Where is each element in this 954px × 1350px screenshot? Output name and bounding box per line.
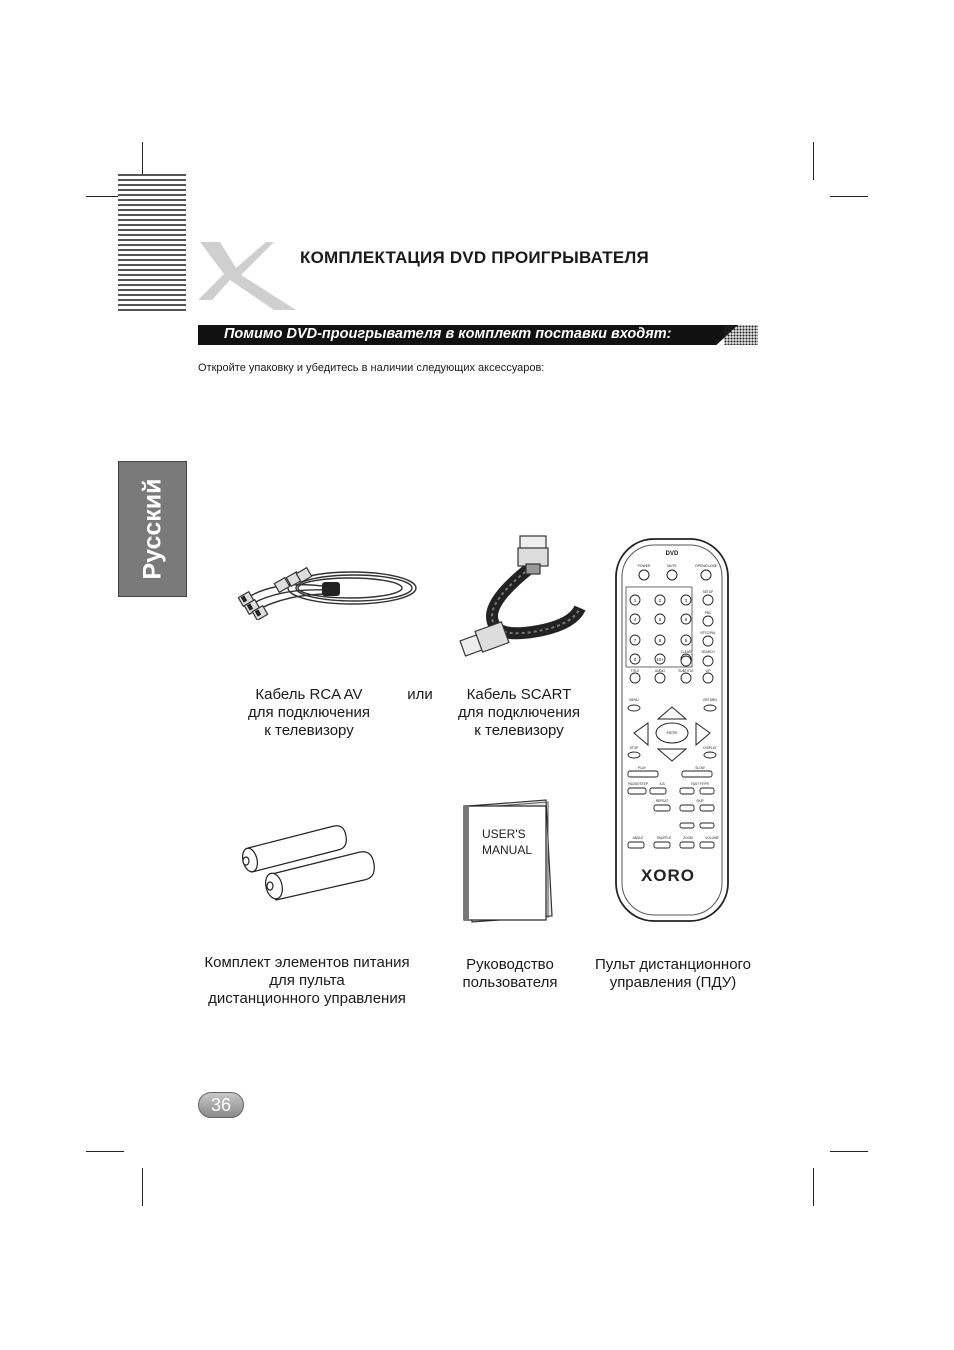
caption-line: Кабель RCA AV <box>255 686 363 703</box>
scart-cable-illustration <box>452 528 592 668</box>
caption-line: Кабель SCART <box>466 686 572 703</box>
remote-angle-label: ANGLE <box>632 836 644 840</box>
remote-return-label: RETURN <box>703 698 717 702</box>
remote-fast-label: FAST FF/FR <box>691 782 709 786</box>
remote-ntsc-pal-label: NTSC/PAL <box>700 631 716 635</box>
rca-cable-caption <box>232 686 386 740</box>
batteries-caption <box>192 954 422 1008</box>
page-title: КОМПЛЕКТАЦИЯ DVD ПРОИГРЫВАТЕЛЯ <box>300 248 649 267</box>
svg-text:1: 1 <box>633 598 637 603</box>
crop-mark <box>813 1168 814 1206</box>
remote-slow-label: SLOW <box>695 766 705 770</box>
svg-text:7: 7 <box>633 638 637 643</box>
remote-display-label: DISPLAY <box>703 746 717 750</box>
crop-mark <box>813 142 814 180</box>
rca-cable-illustration <box>232 560 422 620</box>
remote-zoom-label: ZOOM <box>683 836 693 840</box>
remote-repeat-label: REPEAT <box>655 799 669 803</box>
or-label: или <box>407 686 433 703</box>
svg-text:0: 0 <box>633 657 637 662</box>
remote-play-label: PLAY <box>638 766 646 770</box>
language-tab <box>118 461 187 597</box>
remote-subtitle-label: SUBTITLE <box>678 669 694 673</box>
users-manual-illustration <box>462 798 556 924</box>
remote-control-illustration <box>614 537 730 923</box>
remote-vp-label: V/P <box>705 669 711 673</box>
remote-shuffle-label: SHUFFLE <box>656 836 672 840</box>
intro-text: Откройте упаковку и убедитесь в наличии следующих аксессуаров: <box>198 362 545 374</box>
manual-cover-line1: USER'S <box>482 827 526 841</box>
manual-caption <box>450 956 570 992</box>
svg-text:10+: 10+ <box>656 657 664 662</box>
svg-text:6: 6 <box>684 617 688 622</box>
caption-line: Комплект элементов питания <box>204 954 410 971</box>
language-label: Русский <box>138 478 166 580</box>
remote-enter-label: ENTER <box>666 731 678 735</box>
svg-text:8: 8 <box>658 638 662 643</box>
page-number: 36 <box>198 1092 244 1118</box>
caption-line: к телевизору <box>264 722 354 739</box>
manual-cover-line2: MANUAL <box>482 843 533 857</box>
remote-menu-label: MENU <box>629 698 639 702</box>
banner-dots <box>724 325 758 345</box>
remote-stop-label: STOP <box>629 746 639 750</box>
crop-mark <box>86 1151 124 1152</box>
batteries-illustration <box>236 822 376 902</box>
remote-setup-label: SETUP <box>702 590 714 594</box>
caption-line: управления (ПДУ) <box>609 974 737 991</box>
remote-volume-label: VOLUME <box>705 836 719 840</box>
crop-mark <box>142 1168 143 1206</box>
caption-line: пользователя <box>462 974 558 991</box>
caption-line: Руководство <box>466 956 554 973</box>
remote-clear-label: CLEAR <box>680 650 692 654</box>
x-logo-icon <box>196 238 304 314</box>
caption-line: для пульта <box>269 972 345 989</box>
section-banner <box>198 325 758 345</box>
svg-text:3: 3 <box>684 598 688 603</box>
decorative-stripes <box>118 174 186 312</box>
svg-text:4: 4 <box>633 617 637 622</box>
remote-pause-step-label: PAUSE/STEP <box>628 782 648 786</box>
svg-text:9: 9 <box>684 638 688 643</box>
remote-title-label: TITLE <box>630 669 640 673</box>
scart-cable-caption <box>444 686 594 740</box>
remote-power-label: POWER <box>637 564 651 568</box>
svg-text:5: 5 <box>658 617 662 622</box>
remote-brand-logo: XORO <box>640 866 696 885</box>
remote-dvd-logo: DVD <box>665 551 679 557</box>
caption-line: для подключения <box>457 704 581 721</box>
remote-open-close-label: OPEN/CLOSE <box>694 564 718 568</box>
remote-audio-label: AUDIO <box>654 669 666 673</box>
caption-line: Пульт дистанционного <box>594 956 752 973</box>
banner-text: Помимо DVD-проигрывателя в комплект поставки входят: <box>224 326 672 342</box>
svg-text:2: 2 <box>658 598 662 603</box>
remote-mute-label: MUTE <box>667 564 677 568</box>
remote-ab-label: A-B <box>659 782 665 786</box>
caption-line: для подключения <box>247 704 371 721</box>
remote-search-label: SEARCH <box>701 650 715 654</box>
remote-pbc-label: PBC <box>704 611 712 615</box>
caption-line: к телевизору <box>474 722 564 739</box>
caption-line: дистанционного управления <box>208 990 406 1007</box>
remote-skip-label: SKIP <box>696 799 704 803</box>
remote-caption <box>583 956 763 992</box>
crop-mark <box>830 1151 868 1152</box>
crop-mark <box>830 196 868 197</box>
